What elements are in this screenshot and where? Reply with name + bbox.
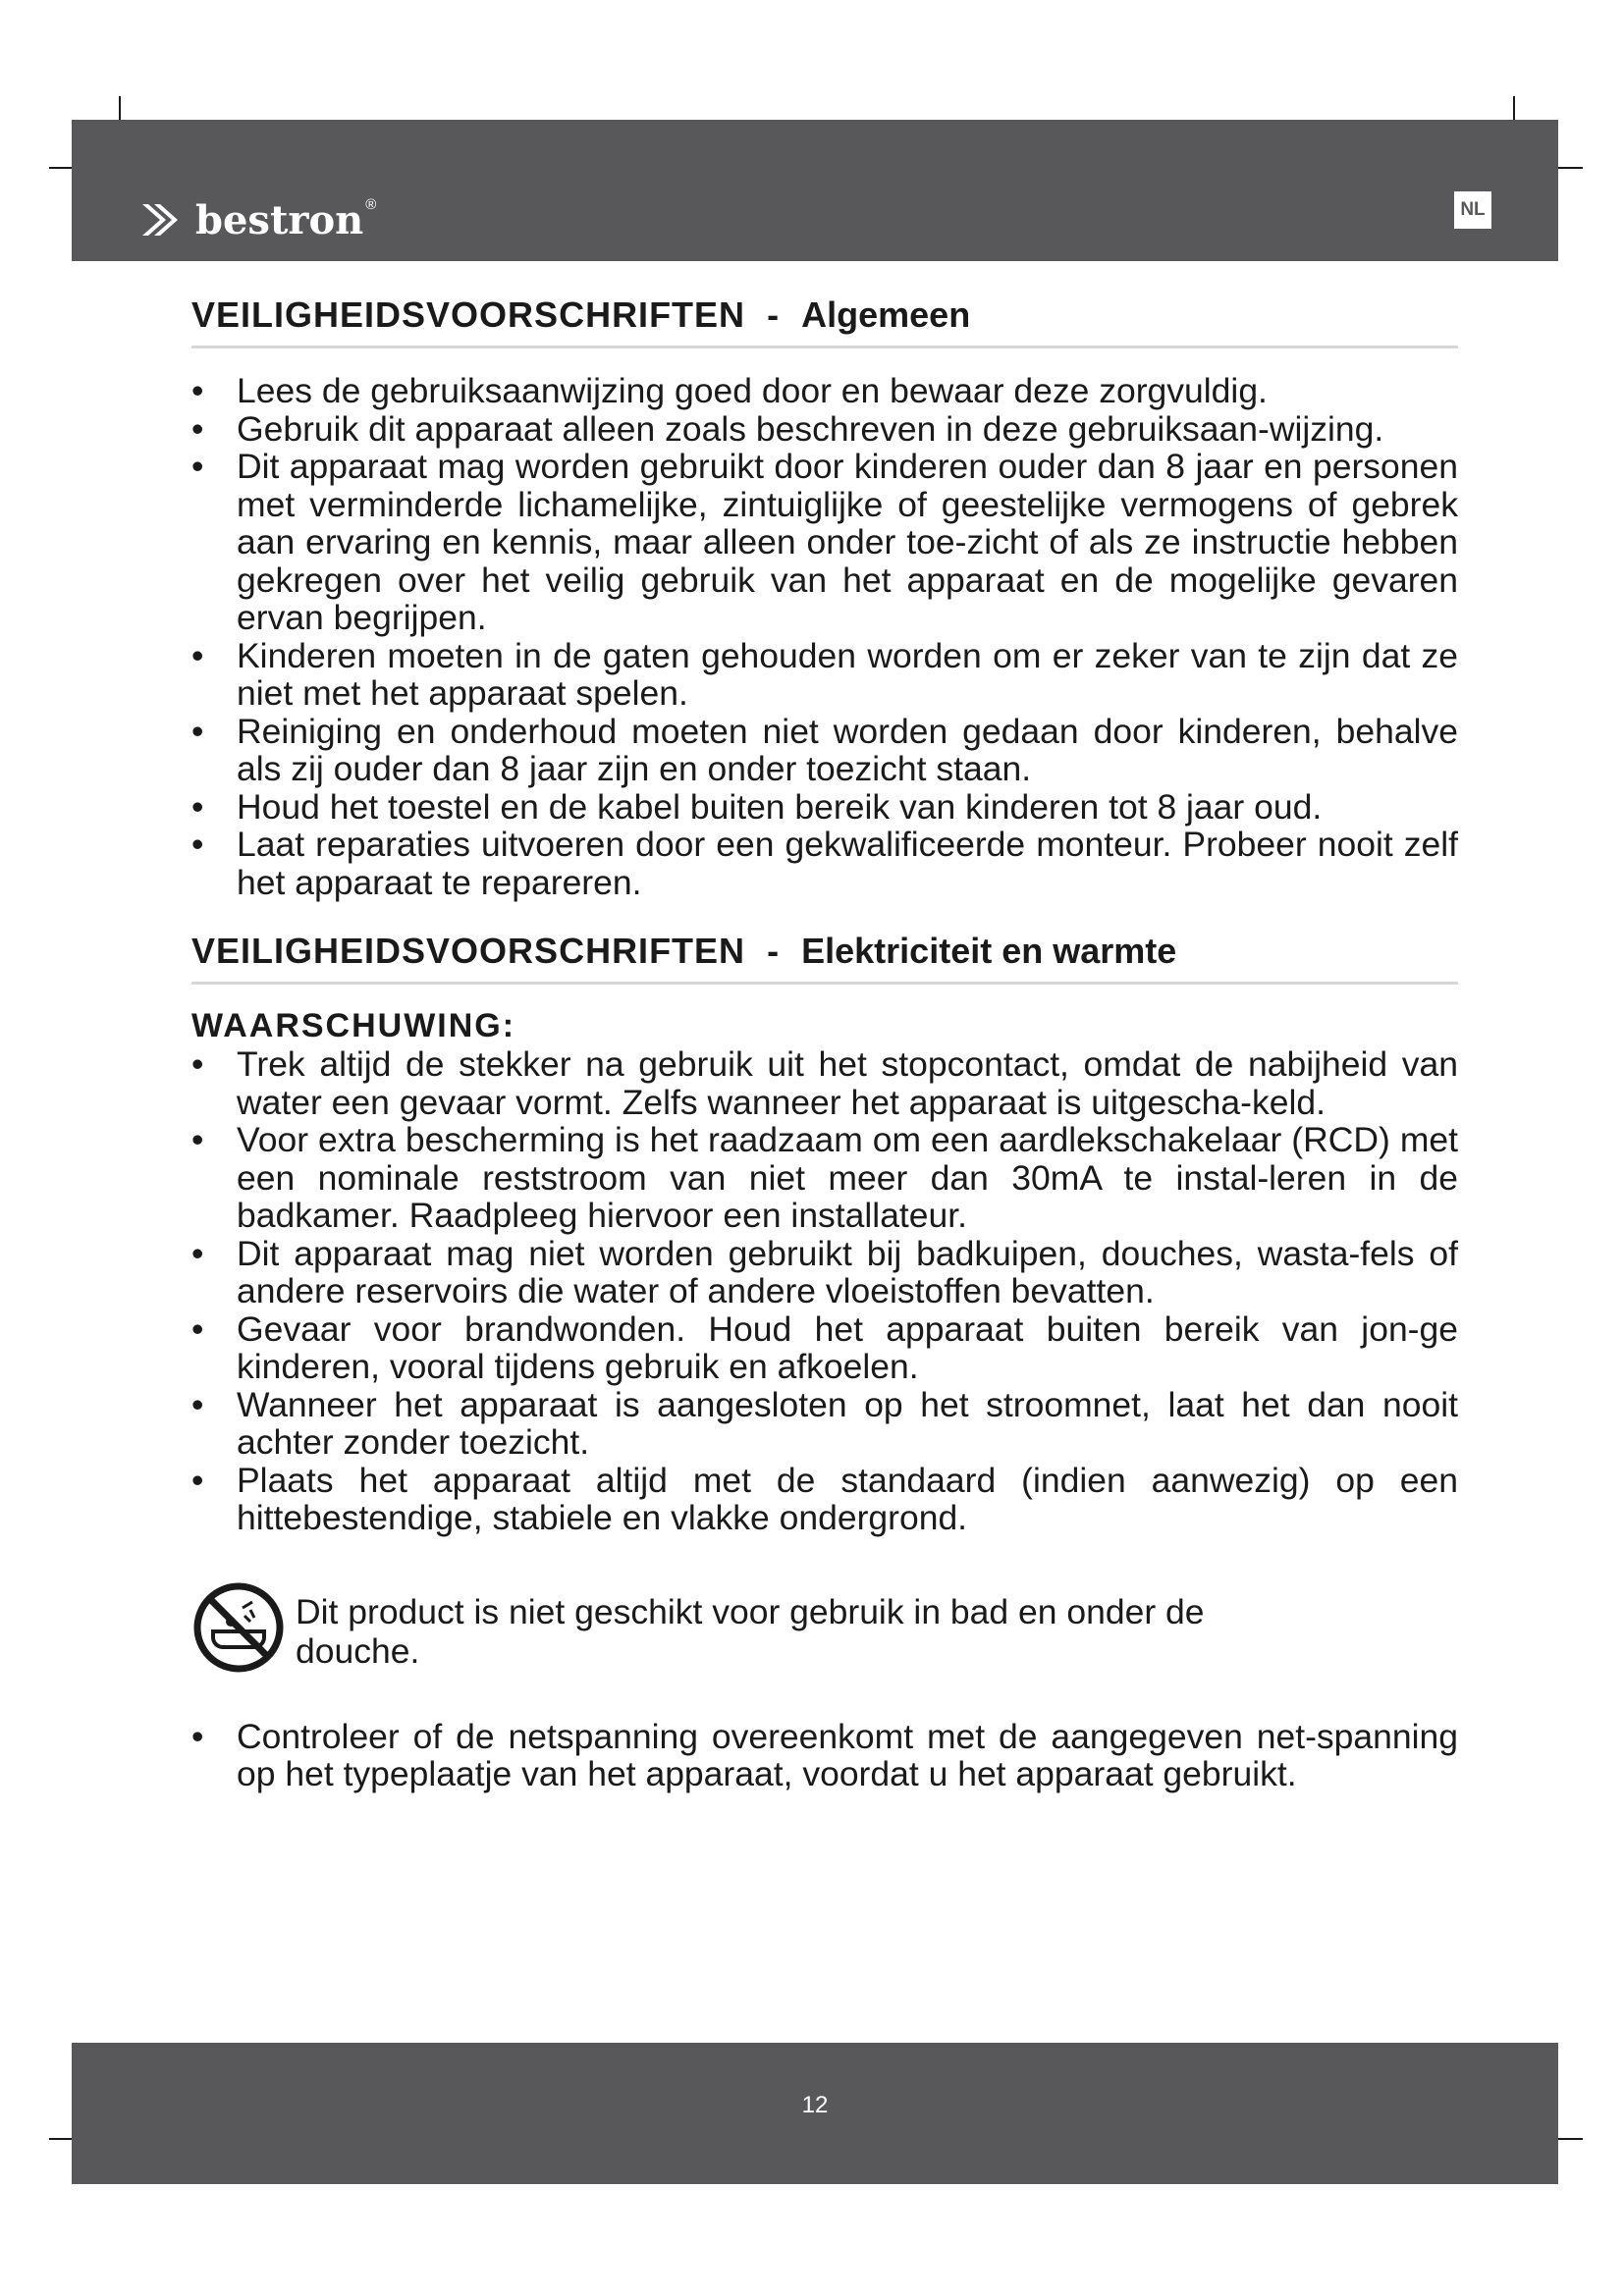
section-title-main: VEILIGHEIDSVOORSCHRIFTEN [191,931,746,971]
list-item: • Laat reparaties uitvoeren door een gekwalificeerde monteur. Probeer nooit zelf het apparaat te repareren. [191,826,1458,901]
list-item: • Plaats het apparaat altijd met de standaard (indien aanwezig) op een hittebestendige, stabiele en vlakke ondergrond. [191,1462,1458,1537]
footer-band [72,2043,1558,2184]
section-title-separator: - [767,294,781,335]
warning-heading: WAARSCHUWING: [191,1007,516,1044]
page-content [191,294,1458,1793]
brand-logo [140,196,376,243]
list-item: • Wanneer het apparaat is aangesloten op het stroomnet, laat het dan nooit achter zonder toezicht. [191,1386,1458,1462]
registered-mark: ® [365,195,377,213]
brand-name: bestron [195,196,364,243]
list-item: • Voor extra bescherming is het raadzaam om een aardlekschakelaar (RCD) met een nominale reststroom van niet meer dan 30mA te instal-leren in de badkamer. Raadpleeg hiervoor een installateur. [191,1121,1458,1235]
general-safety-list [191,372,1458,901]
no-bath-shower-icon [191,1580,286,1675]
final-safety-list [191,1718,1458,1793]
page-number: 12 [801,2092,829,2118]
list-item: • Trek altijd de stekker na gebruik uit het stopcontact, omdat de nabijheid van water een gevaar vormt. Zelfs wanneer het apparaat is uitgescha-keld. [191,1045,1458,1121]
section-title-main: VEILIGHEIDSVOORSCHRIFTEN [191,294,746,335]
language-badge: NL [1454,191,1491,229]
section-title-electricity [191,931,1458,985]
list-item: • Dit apparaat mag worden gebruikt door kinderen ouder dan 8 jaar en personen met verminderde lichamelijke, zintuiglijke of geestelijke vermogens of gebrek aan ervaring en kennis, maar alleen onder toe-zicht of als ze instructie hebben gekregen over het veilig gebruik van het apparaat en de mogelijke gevaren ervan begrijpen. [191,448,1458,637]
list-item: • Kinderen moeten in de gaten gehouden worden om er zeker van te zijn dat ze niet met het apparaat spelen. [191,637,1458,713]
section-title-sub: Elektriciteit en warmte [801,931,1177,971]
no-bath-notice [191,1580,1458,1675]
list-item: • Dit apparaat mag niet worden gebruikt bij badkuipen, douches, wasta-fels of andere reservoirs die water of andere vloeistoffen bevatten. [191,1235,1458,1310]
list-item: • Lees de gebruiksaanwijzing goed door en bewaar deze zorgvuldig. [191,372,1458,410]
section-title-general [191,294,1458,348]
list-item: • Gebruik dit apparaat alleen zoals beschreven in deze gebruiksaan-wijzing. [191,410,1458,449]
list-item: • Houd het toestel en de kabel buiten bereik van kinderen tot 8 jaar oud. [191,788,1458,827]
header-band [72,120,1558,261]
list-item: • Controleer of de netspanning overeenkomt met de aangegeven net-spanning op het typeplaatje van het apparaat, voordat u het apparaat gebruikt. [191,1718,1458,1793]
electricity-safety-list [191,1045,1458,1537]
section-title-separator: - [767,931,781,971]
section-title-sub: Algemeen [801,294,971,335]
list-item: • Reiniging en onderhoud moeten niet worden gedaan door kinderen, behalve als zij ouder dan 8 jaar zijn en onder toezicht staan. [191,713,1458,788]
list-item: • Gevaar voor brandwonden. Houd het apparaat buiten bereik van jon-ge kinderen, vooral tijdens gebruik en afkoelen. [191,1310,1458,1386]
no-bath-text: Dit product is niet geschikt voor gebruik in bad en onder de douche. [296,1591,1205,1671]
chevron-logo-icon [140,200,188,240]
